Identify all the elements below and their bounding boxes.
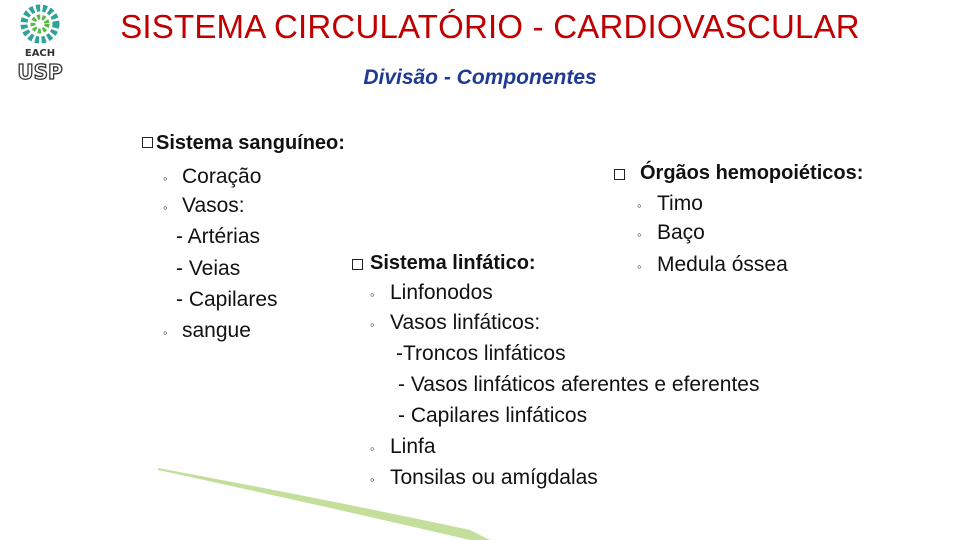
ring-bullet-icon: ◦ (370, 472, 375, 487)
heading-orgaos-hemopoieticos: Órgãos hemopoiéticos: (640, 162, 864, 184)
heading-label: Sistema sanguíneo: (156, 132, 345, 154)
list-subitem: - Capilares linfáticos (398, 404, 588, 427)
ring-bullet-icon: ◦ (637, 198, 642, 213)
list-item: Baço (657, 221, 705, 244)
list-subitem: - Veias (176, 257, 241, 280)
ring-bullet-icon: ◦ (163, 325, 168, 340)
page-title: SISTEMA CIRCULATÓRIO - CARDIOVASCULAR (120, 8, 860, 45)
heading-sistema-linfatico: Sistema linfático: (370, 252, 536, 274)
ring-bullet-icon: ◦ (163, 200, 168, 215)
page-subtitle: Divisão - Componentes (363, 66, 597, 89)
heading-sistema-sanguineo (142, 133, 345, 153)
list-item: Vasos linfáticos: (390, 311, 541, 334)
logo-text-usp: USP (17, 60, 63, 82)
ring-bullet-icon: ◦ (370, 287, 375, 302)
list-subitem: - Artérias (176, 225, 261, 248)
ring-bullet-icon: ◦ (637, 227, 642, 242)
list-item: sangue (182, 319, 251, 342)
list-subitem: - Vasos linfáticos aferentes e eferentes (398, 373, 760, 396)
list-item: Linfa (390, 435, 436, 458)
ring-bullet-icon: ◦ (370, 441, 375, 456)
ring-bullet-icon: ◦ (370, 317, 375, 332)
list-item: Timo (657, 192, 703, 215)
list-item: Linfonodos (390, 281, 493, 304)
list-subitem: - Capilares (176, 288, 278, 311)
list-item: Medula óssea (657, 253, 788, 276)
square-bullet-icon (142, 137, 153, 148)
ring-bullet-icon: ◦ (163, 171, 168, 186)
list-subitem: -Troncos linfáticos (396, 342, 566, 365)
logo-text-each: EACH (24, 48, 56, 59)
square-bullet-icon (352, 259, 363, 270)
ring-bullet-icon: ◦ (637, 259, 642, 274)
list-item: Coração (182, 165, 262, 188)
list-item: Vasos: (182, 194, 245, 217)
list-item: Tonsilas ou amígdalas (390, 466, 598, 489)
square-bullet-icon (614, 169, 625, 180)
